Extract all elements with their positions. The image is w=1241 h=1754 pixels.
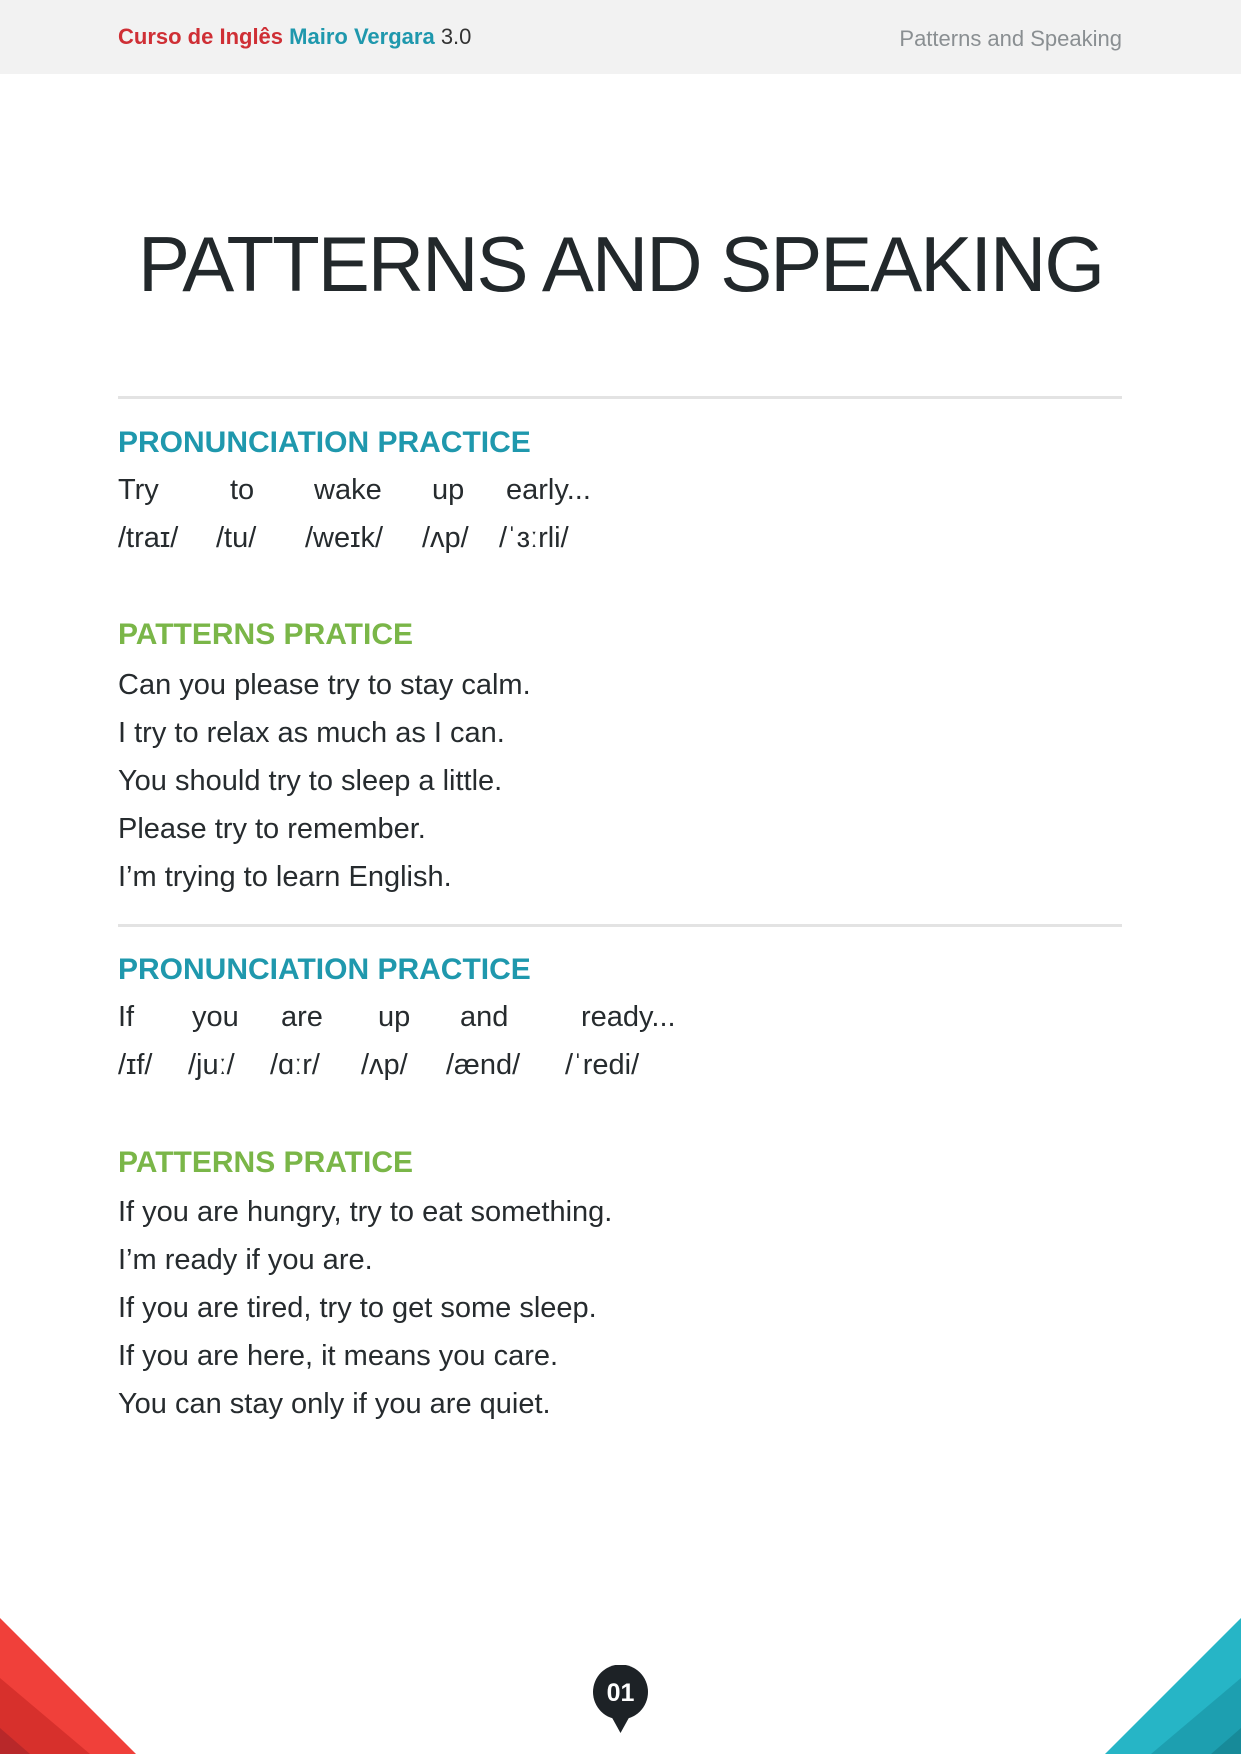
ipa-transcription: /ˈɜːrli/ [499, 522, 569, 554]
pronunciation-word: up [432, 474, 465, 506]
ipa-transcription: /ʌp/ [422, 522, 469, 554]
pronunciation-words-row [118, 474, 818, 514]
brand-logo [118, 24, 471, 50]
header-section-title: Patterns and Speaking [899, 26, 1122, 51]
pronunciation-word: to [230, 474, 255, 506]
patterns-heading: PATTERNS PRATICE [118, 1146, 414, 1179]
pronunciation-word: up [378, 1001, 411, 1033]
patterns-list [118, 661, 531, 901]
pattern-sentence: Please try to remember. [118, 813, 426, 845]
corner-decoration-left [0, 1618, 140, 1754]
pronunciation-word: If [118, 1001, 135, 1033]
pronunciation-heading: PRONUNCIATION PRACTICE [118, 426, 531, 459]
pronunciation-word: Try [118, 474, 159, 506]
ipa-transcription: /ɑːr/ [270, 1049, 320, 1081]
pattern-sentence: You should try to sleep a little. [118, 765, 503, 797]
divider [118, 924, 1122, 927]
pattern-sentence: I’m trying to learn English. [118, 861, 452, 893]
pattern-sentence: You can stay only if you are quiet. [118, 1388, 551, 1420]
pattern-sentence: Can you please try to stay calm. [118, 669, 531, 701]
corner-decoration-right [1101, 1618, 1241, 1754]
ipa-transcription: /ʌp/ [361, 1049, 408, 1081]
ipa-transcription: /ˈredi/ [565, 1049, 640, 1081]
pronunciation-word: and [460, 1001, 509, 1033]
ipa-transcription: /ænd/ [446, 1049, 521, 1081]
patterns-list [118, 1188, 612, 1428]
brand-name-author: Mairo Vergara [289, 24, 435, 49]
pronunciation-word: early... [506, 474, 591, 506]
pronunciation-word: wake [314, 474, 382, 506]
ipa-transcription: /ɪf/ [118, 1049, 153, 1081]
pronunciation-heading: PRONUNCIATION PRACTICE [118, 953, 531, 986]
pronunciation-word: ready... [581, 1001, 676, 1033]
pattern-sentence: If you are hungry, try to eat something. [118, 1196, 613, 1228]
pronunciation-ipa-row [118, 1049, 818, 1089]
pronunciation-words-row [118, 1001, 818, 1041]
pattern-sentence: I try to relax as much as I can. [118, 717, 505, 749]
pattern-sentence: I’m ready if you are. [118, 1244, 373, 1276]
ipa-transcription: /juː/ [188, 1049, 235, 1081]
pattern-sentence: If you are tired, try to get some sleep. [118, 1292, 597, 1324]
brand-version: 3.0 [440, 24, 472, 49]
pattern-sentence: If you are here, it means you care. [118, 1340, 559, 1372]
patterns-heading: PATTERNS PRATICE [118, 618, 414, 651]
page-number: 01 [606, 1679, 635, 1707]
pronunciation-ipa-row [118, 522, 818, 562]
pronunciation-word: are [281, 1001, 323, 1033]
divider [118, 396, 1122, 399]
ipa-transcription: /tu/ [216, 522, 257, 554]
ipa-transcription: /weɪk/ [305, 522, 384, 554]
pronunciation-word: you [192, 1001, 239, 1033]
page-title: PATTERNS AND SPEAKING [138, 220, 1103, 308]
page-header [0, 0, 1241, 74]
brand-name-course: Curso de Inglês [118, 24, 284, 49]
ipa-transcription: /traɪ/ [118, 522, 179, 554]
